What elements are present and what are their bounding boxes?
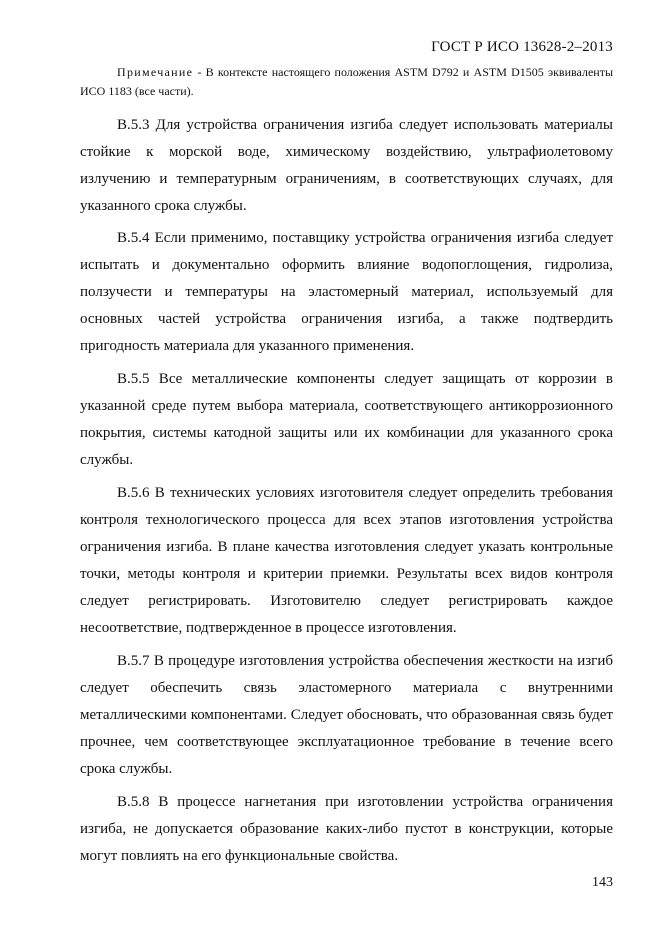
paragraph-b-5-6: В.5.6 В технических условиях изготовителя следует определить требования контроля технологического процесса для всех этапов изготовления устройства ограничения изгиба. В плане качества изготовления следует указать контрольные точки, методы контроля и критерии приемки. Результаты всех видов контроля следует регистрировать. Изготовителю следует регистрировать каждое несоответствие, подтвержденное в процессе изготовления. [80, 485, 613, 636]
paragraph-b-5-7: В.5.7 В процедуре изготовления устройства обеспечения жесткости на изгиб следует обеспечить связь эластомерного материала с внутренними металлическими компонентами. Следует обосновать, что образованная связь будет прочнее, чем соответствующее эксплуатационное требование в течение всего срока службы. [80, 653, 613, 777]
note-label: Примечание [117, 65, 194, 79]
page-number: 143 [592, 875, 613, 890]
document-code-header: ГОСТ Р ИСО 13628-2–2013 [431, 39, 613, 55]
paragraph-b-5-8: В.5.8 В процессе нагнетания при изготовлении устройства ограничения изгиба, не допускается образование каких-либо пустот в конструкции, которые могут повлиять на его функциональные свойства. [80, 794, 613, 864]
note-block [80, 63, 613, 101]
paragraph-b-5-4: В.5.4 Если применимо, поставщику устройства ограничения изгиба следует испытать и документально оформить влияние водопоглощения, гидролиза, ползучести и температуры на эластомерный материал, используемый для основных частей устройства ограничения изгиба, а также подтвердить пригодность материала для указанного применения. [80, 230, 613, 354]
paragraph-b-5-3: В.5.3 Для устройства ограничения изгиба следует использовать материалы стойкие к морской воде, химическому воздействию, ультрафиолетовому излучению и температурным ограничениям, в соответствующих случаях, для указанного срока службы. [80, 117, 613, 214]
note-dash: - [193, 65, 206, 79]
paragraph-b-5-5: В.5.5 Все металлические компоненты следует защищать от коррозии в указанной среде путем выбора материала, соответствующего антикоррозионного покрытия, системы катодной защиты или их комбинации для указанного срока службы. [80, 371, 613, 468]
note-text: В контексте настоящего положения ASTM D792 и ASTM D1505 эквиваленты ИСО 1183 (все части). [80, 65, 614, 98]
